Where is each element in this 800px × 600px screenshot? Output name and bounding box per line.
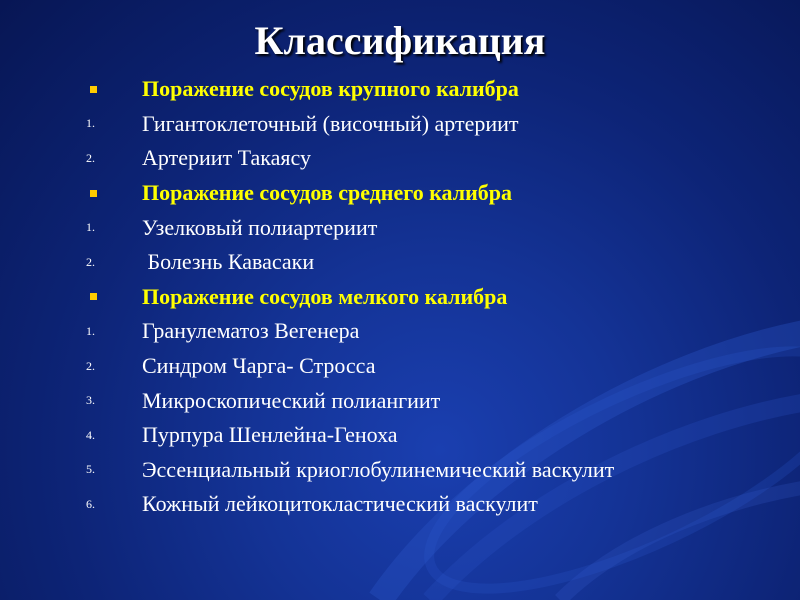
list-number: 2. xyxy=(86,150,95,165)
list-item xyxy=(84,210,774,245)
square-bullet-icon xyxy=(90,190,97,197)
list-item xyxy=(84,314,774,349)
square-bullet-icon xyxy=(90,86,97,93)
list-number xyxy=(84,324,134,339)
list-number: 5. xyxy=(86,462,95,477)
list-item-text: Гранулематоз Вегенера xyxy=(142,318,360,344)
slide-title: Классификация xyxy=(254,18,546,63)
list-item xyxy=(84,245,774,280)
list-item xyxy=(84,383,774,418)
section-header xyxy=(84,280,774,315)
list-number xyxy=(84,151,134,166)
section-header xyxy=(84,176,774,211)
list-number: 2. xyxy=(86,254,95,269)
list-item-text: Болезнь Кавасаки xyxy=(142,249,315,275)
list-item-text: Узелковый полиартериит xyxy=(142,214,378,240)
list-item-text: Гигантоклеточный (височный) артериит xyxy=(142,110,519,136)
list-item-text: Пурпура Шенлейна-Геноха xyxy=(142,422,398,448)
list-item xyxy=(84,418,774,453)
list-item xyxy=(84,349,774,384)
list-item-text: Синдром Чарга- Стросса xyxy=(142,353,376,379)
list-number xyxy=(84,220,134,235)
list-number xyxy=(84,428,134,443)
list-item xyxy=(84,487,774,522)
list-item-text: Микроскопический полиангиит xyxy=(142,387,441,413)
section-header xyxy=(84,72,774,107)
list-number xyxy=(84,116,134,131)
list-number: 3. xyxy=(86,393,95,408)
list-number xyxy=(84,393,134,408)
section-header-text: Поражение сосудов мелкого калибра xyxy=(142,283,508,309)
classification-list xyxy=(84,72,774,522)
list-number xyxy=(84,462,134,477)
list-item xyxy=(84,453,774,488)
list-item xyxy=(84,107,774,142)
list-number: 1. xyxy=(86,116,95,131)
section-header-text: Поражение сосудов среднего калибра xyxy=(142,180,512,206)
square-bullet-icon xyxy=(84,86,134,93)
list-item-text: Кожный лейкоцитокластический васкулит xyxy=(142,491,538,517)
list-number: 6. xyxy=(86,496,95,511)
list-number: 2. xyxy=(86,358,95,373)
list-number: 1. xyxy=(86,220,95,235)
list-item-text: Артериит Такаясу xyxy=(142,145,312,171)
square-bullet-icon xyxy=(84,293,134,300)
list-number: 1. xyxy=(86,323,95,338)
list-number xyxy=(84,255,134,270)
square-bullet-icon xyxy=(90,293,97,300)
list-number xyxy=(84,359,134,374)
list-item xyxy=(84,141,774,176)
list-item-text: Эссенциальный криоглобулинемический васкулит xyxy=(142,456,615,482)
section-header-text: Поражение сосудов крупного калибра xyxy=(142,76,519,102)
square-bullet-icon xyxy=(84,190,134,197)
list-number xyxy=(84,497,134,512)
list-number: 4. xyxy=(86,427,95,442)
